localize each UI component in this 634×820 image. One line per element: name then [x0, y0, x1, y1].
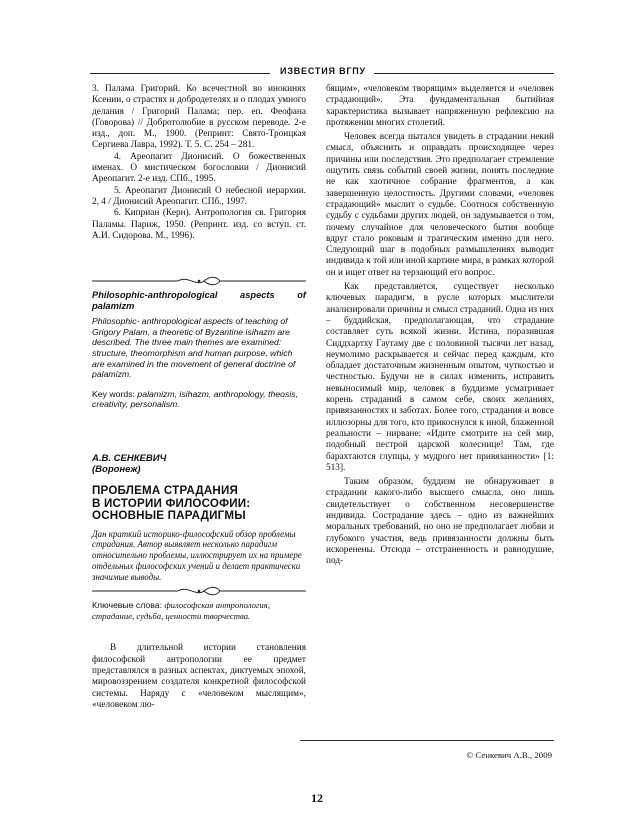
ornament-divider-icon	[92, 586, 306, 596]
article-title	[92, 485, 306, 523]
russian-keywords	[92, 600, 306, 621]
reference-item: 5. Ареопагит Дионисий О небесной иерархии. 2, 4 / Дионисий Ареопагит. СПб., 1997.	[92, 185, 306, 207]
article-title-line: В ИСТОРИИ ФИЛОСОФИИ:	[92, 496, 251, 510]
russian-keywords-text: философская антропология, страдание, судьба, ценности творчества.	[92, 600, 270, 621]
russian-abstract: Дан краткий историко-философский обзор проблемы страдания. Автор выявляет несколько парадигм относительно проблемы, иллюстрирует их на примере отдельных философских учений и делает практически значимые выводы.	[92, 528, 302, 582]
journal-header	[90, 66, 554, 80]
russian-keywords-label: Ключевые слова:	[92, 600, 163, 611]
journal-title: ИЗВЕСТИЯ ВГПУ	[280, 66, 366, 76]
english-keywords	[92, 389, 306, 410]
article-title-line: ПРОБЛЕМА СТРАДАНИЯ	[92, 483, 239, 497]
left-column	[92, 84, 306, 711]
reference-item: 3. Палама Григорий. Ко всечестной во инокинях Ксении, о страстях и добродетелях и о плодах умного делания / Григорий Палама; пер. еп. Феофана (Говорова) // Добротолюбие в русском переводе. 2-е изд., доп. М., 1900. (Репринт: Свято-Троицкая Сергиева Лавра, 1992). Т. 5. С. 254 – 281.	[92, 84, 306, 151]
body-paragraph: Таким образом, буддизм не обнаруживает в страдании какого-либо высшего смысла, оно лишь свидетельствует о собственном несовершенстве индивида. Сострадание здесь – одно из важнейших моральных требований, но оно не предполагает любви и глубокого участия, ведь привязанности должны быть искоренены. Отсюда – отстраненность и равнодушие, под-	[326, 477, 554, 567]
english-abstract-title: Philosophic-anthropological aspects of palamizm	[92, 290, 306, 312]
article-title-line: ОСНОВНЫЕ ПАРАДИГМЫ	[92, 509, 246, 523]
body-paragraph: бящим», «человеком творящим» выделяется и «человек страдающий». Эта фундаментальная бытийная характеристика вызывает напряженную рефлексию на протяжении многих столетий.	[326, 84, 554, 128]
author-affiliation: (Воронеж)	[92, 463, 141, 475]
copyright-notice: © Сенкевич А.В., 2009	[466, 750, 552, 760]
english-keywords-label: Key words:	[92, 388, 135, 399]
english-abstract-body: Philosophic- anthropological aspects of teaching of Grigory Palam, a theoretic of Byzantine isihazm are described. The three main themes are examined: structure, theomorphism and human purpose, which are examined in the movement of general doctrine of palamizm.	[92, 316, 296, 380]
reference-item: 4. Ареопагит Дионисий. О божественных именах. О мистическом богословии / Дионисий Ареопагит. 2-е изд. СПб., 1995.	[92, 151, 306, 185]
reference-item: 6. Киприан (Керн). Антропология св. Григория Паламы. Париж, 1950. (Репринт. изд. со вступ. ст. А.И. Сидорова. М., 1996).	[92, 208, 306, 241]
author-name: А.В. СЕНКЕВИЧ	[92, 452, 167, 464]
ornament-divider-icon	[92, 276, 306, 286]
page-number: 12	[311, 791, 323, 805]
right-column	[326, 84, 554, 567]
header-rule-right	[374, 73, 554, 74]
intro-paragraph: В длительной истории становления философской антропологии ее предмет представлялся в разных аспектах, диктуемых эпохой, мировоззрением создателя конкретной философской системы. Наряду с «человеком мыслящим», «человеком лю-	[92, 643, 306, 710]
article-author	[92, 453, 306, 475]
footer-rule	[300, 740, 554, 741]
body-paragraph: Человек всегда пытался увидеть в страдании некий смысл, объяснить и оправдать происходящее через причины или последствия. Это предполагает стремление ощутить связь событий своей жизни, понять последние не как хаотичное собрание фрагментов, а как завершенную целостность. Другими словами, «человек страдающий» мыслит о судьбе. Соотнося собственную судьбу с судьбами других людей, он задумывается о том, почему случайное для человеческого бытия вообще вдруг стало роковым и трагическим именно для него. Следующий шаг в подобных размышлениях выводит индивида к той или иной картине мира, в рамках которой он и ищет ответ на терзающий его вопрос.	[326, 132, 554, 278]
body-paragraph: Как представляется, существует несколько ключевых парадигм, в русле которых мыслители анализировали причины и смысл страданий. Одна из них – буддийская, предполагающая, что страдание составляет суть всякой жизни. Истина, поразившая Сиддхартху Гаутаму две с половиной тысячи лет назад, неумолимо раскрывается и сейчас перед каждым, кто обладает достаточным жизненным опытом, чуткостью и честностью. Будучи не в силах изменить, исправить невыносимый мир, человек в буддизме усматривает корень страданий в самом себе, своих желаниях, привязанностях и заботах. Более того, страдания и вовсе иллюзорны для того, кто прикоснулся к иной, блаженной реальности – нирване: «Идите смотрите на сей мир, подобный пестрой царской колеснице! Там, где барахтаются глупцы, у мудрого нет привязанности» [1: 513].	[326, 282, 554, 473]
english-keywords-text: palamizm, isihazm, anthropology, theosis, creativity, personalism.	[92, 388, 299, 410]
header-rule-left	[90, 73, 270, 74]
